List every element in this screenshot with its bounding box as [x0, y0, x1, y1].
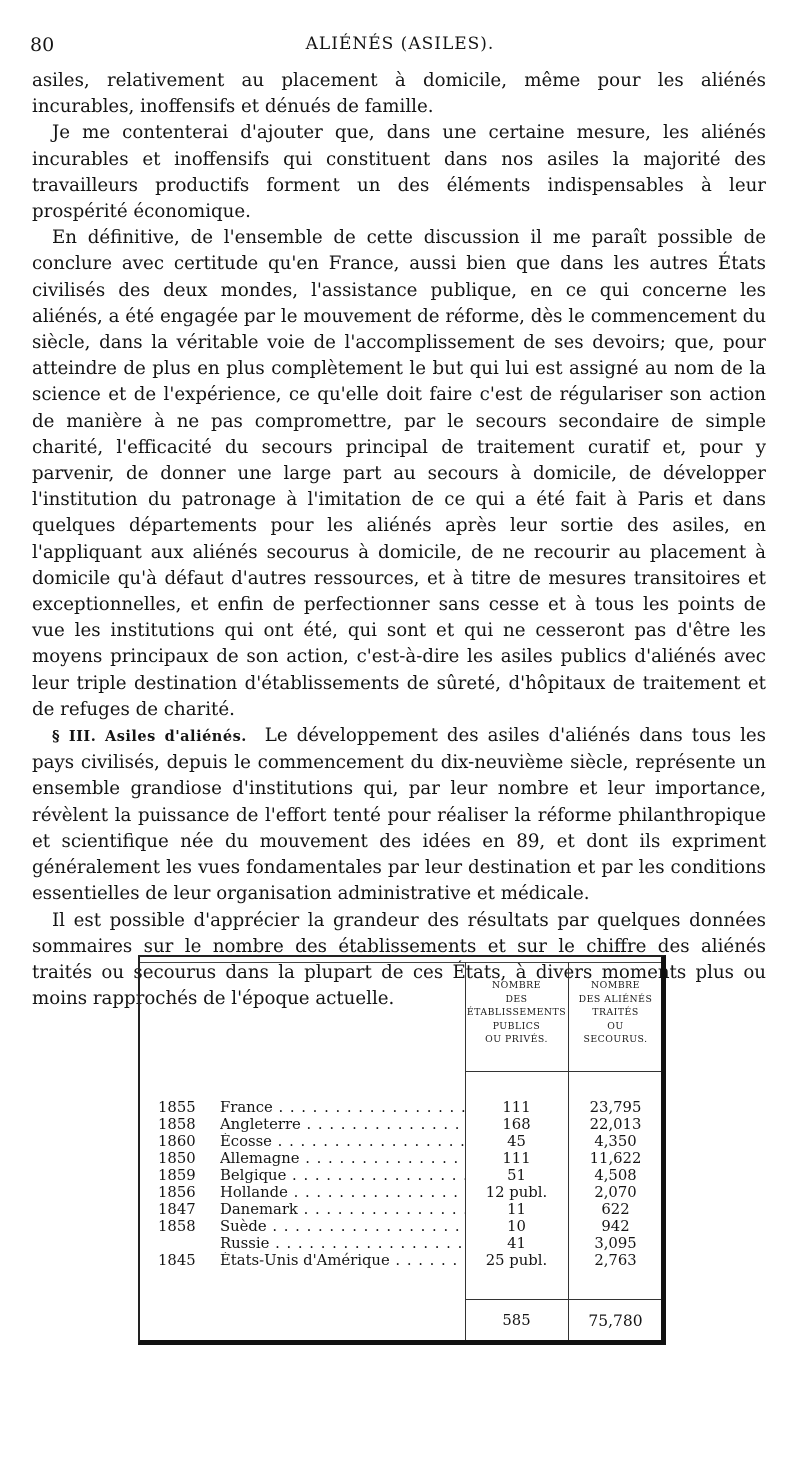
col2-header-line: SECOURUS. — [583, 1034, 648, 1045]
table-row — [140, 1201, 663, 1218]
table-row — [140, 1133, 663, 1150]
table-row — [140, 1150, 663, 1167]
row-etablissements: 51 — [507, 1167, 526, 1184]
col1-header-line: ÉTABLISSEMENTS — [466, 1007, 567, 1018]
col2-header-line: OU — [607, 1020, 624, 1032]
row-country: France . . . — [220, 1099, 465, 1116]
col1-header-line: OU PRIVÉS. — [485, 1034, 548, 1045]
row-country: Belgique . . . — [220, 1167, 465, 1184]
paragraph-1: asiles, relativement au placement à domicile, même pour les aliénés incurables, inoffensifs et dénués de famille. — [32, 70, 766, 118]
row-year: 1856 — [158, 1184, 196, 1201]
row-country: Suède . . . — [220, 1218, 465, 1235]
total-etablissements: 585 — [502, 1312, 531, 1329]
row-year: 1845 — [158, 1252, 196, 1269]
running-title: ALIÉNÉS (ASILES). — [305, 34, 495, 54]
table-row — [140, 1252, 663, 1269]
col1-header-line: DES — [505, 993, 528, 1005]
table-row — [140, 1099, 663, 1116]
table-row — [140, 1167, 663, 1184]
row-alienes: 2,763 — [594, 1252, 637, 1269]
row-year: 1860 — [158, 1133, 196, 1150]
row-etablissements: 10 — [507, 1218, 526, 1235]
row-country: États-Unis d'Amérique . . . — [220, 1252, 465, 1269]
col2-header-line: TRAITÉS — [592, 1007, 639, 1018]
row-year: 1850 — [158, 1150, 196, 1167]
col2-header-line: NOMBRE — [591, 980, 640, 991]
row-etablissements: 45 — [507, 1133, 526, 1150]
row-year: 1858 — [158, 1116, 196, 1133]
row-alienes: 22,013 — [589, 1116, 642, 1133]
table-body — [140, 1099, 663, 1269]
row-alienes: 23,795 — [589, 1099, 642, 1116]
body-text — [32, 68, 766, 1012]
row-etablissements: 12 publ. — [485, 1184, 548, 1201]
header-rule — [465, 1071, 661, 1072]
row-etablissements: 41 — [507, 1235, 526, 1252]
row-country: Allemagne . . . — [220, 1150, 465, 1167]
col1-header-line: NOMBRE — [492, 980, 541, 991]
paragraph-2: Je me contenterai d'ajouter que, dans une certaine mesure, les aliénés incurables et inoffensifs qui constituent dans nos asiles la majorité des travailleurs productifs forment un des éléments indispensables à leur prospérité économique. — [32, 122, 766, 223]
row-country: Écosse . . . — [220, 1133, 465, 1150]
row-country: Russie . . . — [220, 1235, 465, 1252]
row-country: Angleterre . . . — [220, 1116, 465, 1133]
paragraph-5: Il est possible d'apprécier la grandeur des résultats par quelques données sommaires sur le nombre des établissements et sur le chiffre des aliénés traités ou secourus dans la plupart de ces États, à divers moments plus ou moins rapprochés de l'époque actuelle. — [32, 909, 766, 1010]
paragraph-4-text: Le développement des asiles d'aliénés dans tous les pays civilisés, depuis le commencement du dix-neuvième siècle, représente un ensemble grandiose d'institutions qui, par leur nombre et leur importance, révèlent la puissance de l'effort tenté pour réaliser la réforme philanthropique et scientifique née du mouvement des idées en 89, et dont ils expriment généralement les vues fondamentales par leur destination et par les conditions essentielles de leur organisation administrative et médicale. — [32, 725, 766, 905]
row-country: Danemark . . . — [220, 1201, 465, 1218]
row-country: Hollande . . . — [220, 1184, 465, 1201]
row-etablissements: 11 — [507, 1201, 526, 1218]
page-number: 80 — [30, 34, 55, 56]
row-year: 1855 — [158, 1099, 196, 1116]
row-alienes: 11,622 — [589, 1150, 642, 1167]
col2-header-line: DES ALIÉNÉS — [578, 993, 653, 1005]
statistics-table — [138, 955, 666, 1345]
table-totals — [140, 1312, 663, 1332]
table-row — [140, 1218, 663, 1235]
row-alienes: 942 — [601, 1218, 630, 1235]
row-year: 1859 — [158, 1167, 196, 1184]
table-row — [140, 1116, 663, 1133]
row-etablissements: 111 — [502, 1150, 531, 1167]
row-alienes: 4,350 — [594, 1133, 637, 1150]
total-rule — [465, 1299, 661, 1300]
table-row — [140, 1184, 663, 1201]
col1-header-line: PUBLICS — [492, 1020, 541, 1032]
row-alienes: 3,095 — [594, 1235, 637, 1252]
paragraph-4 — [32, 723, 766, 907]
page-header — [0, 34, 800, 64]
row-etablissements: 168 — [502, 1116, 531, 1133]
row-etablissements: 25 publ. — [485, 1252, 548, 1269]
paragraph-3: En définitive, de l'ensemble de cette discussion il me paraît possible de conclure avec certitude qu'en France, aussi bien que dans les autres États civilisés des deux mondes, l'assistance publique, en ce qui concerne les aliénés, a été engagée par le mouvement de réforme, dès le commencement du siècle, dans la véritable voie de l'accomplissement de ses devoirs; que, pour atteindre de plus en plus complètement le but qui lui est assigné au nom de la science et de l'expérience, ce qu'elle doit faire c'est de régulariser son action de manière à ne pas compromettre, par le secours secondaire de simple charité, l'efficacité du secours principal de traitement curatif et, pour y parvenir, de donner une large part au secours à domicile, de développer l'institution du patronage à l'imitation de ce qui a été fait à Paris et dans quelques départements pour les aliénés après leur sortie des asiles, en l'appliquant aux aliénés secourus à domicile, de ne recourir au placement à domicile qu'à défaut d'autres ressources, et à titre de mesures transitoires et exceptionnelles, et enfin de perfectionner sans cesse et à tous les points de vue les institutions qui ont été, qui sont et qui ne cesseront pas d'être les moyens principaux de son action, c'est-à-dire les asiles publics d'aliénés avec leur triple destination d'établissements de sûreté, d'hôpitaux de traitement et de refuges de charité. — [32, 227, 766, 720]
row-alienes: 622 — [601, 1201, 630, 1218]
row-alienes: 2,070 — [594, 1184, 637, 1201]
section-title: § III. Asiles d'aliénés. — [52, 728, 247, 746]
column-header-etablissements — [465, 979, 568, 1047]
row-year: 1847 — [158, 1201, 196, 1218]
row-year: 1858 — [158, 1218, 196, 1235]
row-alienes: 4,508 — [594, 1167, 637, 1184]
row-etablissements: 111 — [502, 1099, 531, 1116]
table-row — [140, 1235, 663, 1252]
column-header-alienes — [568, 979, 663, 1047]
total-alienes: 75,780 — [588, 1312, 643, 1330]
